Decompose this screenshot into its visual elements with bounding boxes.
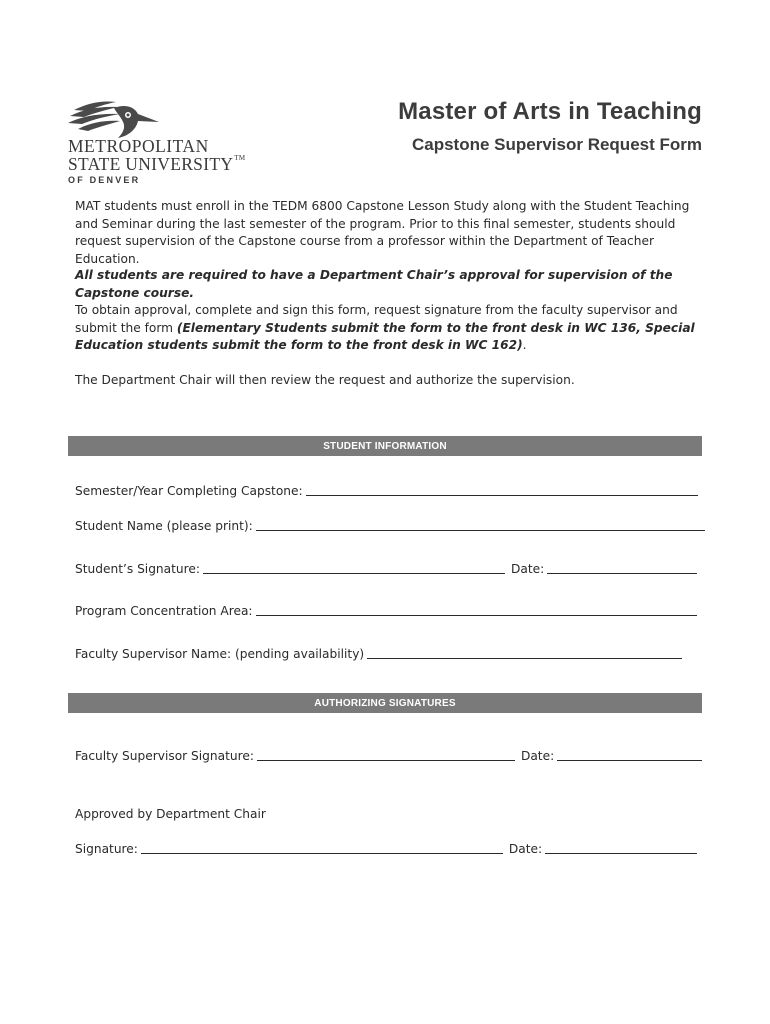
intro-paragraph-3-emphasis: (Elementary Students submit the form to the front desk in WC 136, Special Education students submit the form to the front desk in WC 162) <box>75 320 695 352</box>
faculty-supervisor-name-label: Faculty Supervisor Name: (pending availability) <box>75 647 365 661</box>
chair-date-label: Date: <box>508 842 543 856</box>
authorizing-signatures-heading: AUTHORIZING SIGNATURES <box>314 697 456 709</box>
intro-paragraph-2: All students are required to have a Department Chair’s approval for supervision of the Capstone course. <box>75 268 673 300</box>
faculty-supervisor-name-field[interactable] <box>75 643 682 661</box>
student-name-line[interactable] <box>256 516 705 531</box>
program-concentration-label: Program Concentration Area: <box>75 604 253 618</box>
faculty-signature-label: Faculty Supervisor Signature: <box>75 749 254 763</box>
chair-date-line[interactable] <box>545 839 697 854</box>
semester-year-label: Semester/Year Completing Capstone: <box>75 484 303 498</box>
intro-paragraph-1: MAT students must enroll in the TEDM 6800 Capstone Lesson Study along with the Student Teaching and Seminar during the last semester of the program. Prior to this final semester, students should request supervision of the Capstone course from a professor within the Department of Teacher Education. <box>75 199 690 266</box>
intro-paragraph-4: The Department Chair will then review the request and authorize the supervision. <box>75 373 575 387</box>
student-information-heading: STUDENT INFORMATION <box>323 440 447 452</box>
faculty-date-label: Date: <box>520 749 555 763</box>
student-signature-line[interactable] <box>203 559 505 574</box>
chair-signature-label: Signature: <box>75 842 138 856</box>
student-signature-field[interactable] <box>75 558 697 576</box>
intro-paragraph-3 <box>75 302 705 355</box>
chair-signature-field[interactable] <box>75 838 697 856</box>
trademark-mark: TM <box>234 154 246 162</box>
student-date-label: Date: <box>510 562 545 576</box>
student-name-field[interactable] <box>75 515 705 533</box>
logo-wordmark-line2-text: STATE UNIVERSITY <box>68 154 234 174</box>
student-date-line[interactable] <box>547 559 697 574</box>
faculty-supervisor-signature-field[interactable] <box>75 745 702 763</box>
intro-paragraph-3-start: To obtain approval, complete and sign this form, request signature from the faculty supervisor and submit the form <box>75 303 678 335</box>
faculty-signature-line[interactable] <box>257 746 515 761</box>
logo-wordmark-line1: METROPOLITAN <box>68 136 209 156</box>
faculty-supervisor-name-line[interactable] <box>367 644 682 659</box>
student-name-label: Student Name (please print): <box>75 519 253 533</box>
program-concentration-line[interactable] <box>256 601 697 616</box>
program-concentration-field[interactable] <box>75 600 697 618</box>
semester-year-line[interactable] <box>306 481 698 496</box>
semester-year-field[interactable] <box>75 480 698 498</box>
authorizing-signatures-header <box>68 693 702 713</box>
approved-by-chair <box>75 803 269 821</box>
intro-paragraph-3-end: . <box>522 338 527 352</box>
faculty-date-line[interactable] <box>557 746 702 761</box>
student-information-header <box>68 436 702 456</box>
logo-wordmark-line2 <box>68 154 245 175</box>
page-title: Master of Arts in Teaching <box>398 98 702 125</box>
page-subtitle: Capstone Supervisor Request Form <box>411 135 702 154</box>
student-signature-label: Student’s Signature: <box>75 562 200 576</box>
approved-by-label: Approved by Department Chair <box>75 807 266 821</box>
chair-signature-line[interactable] <box>141 839 503 854</box>
university-logo <box>66 96 256 188</box>
logo-wordmark-line3: OF DENVER <box>68 175 141 185</box>
